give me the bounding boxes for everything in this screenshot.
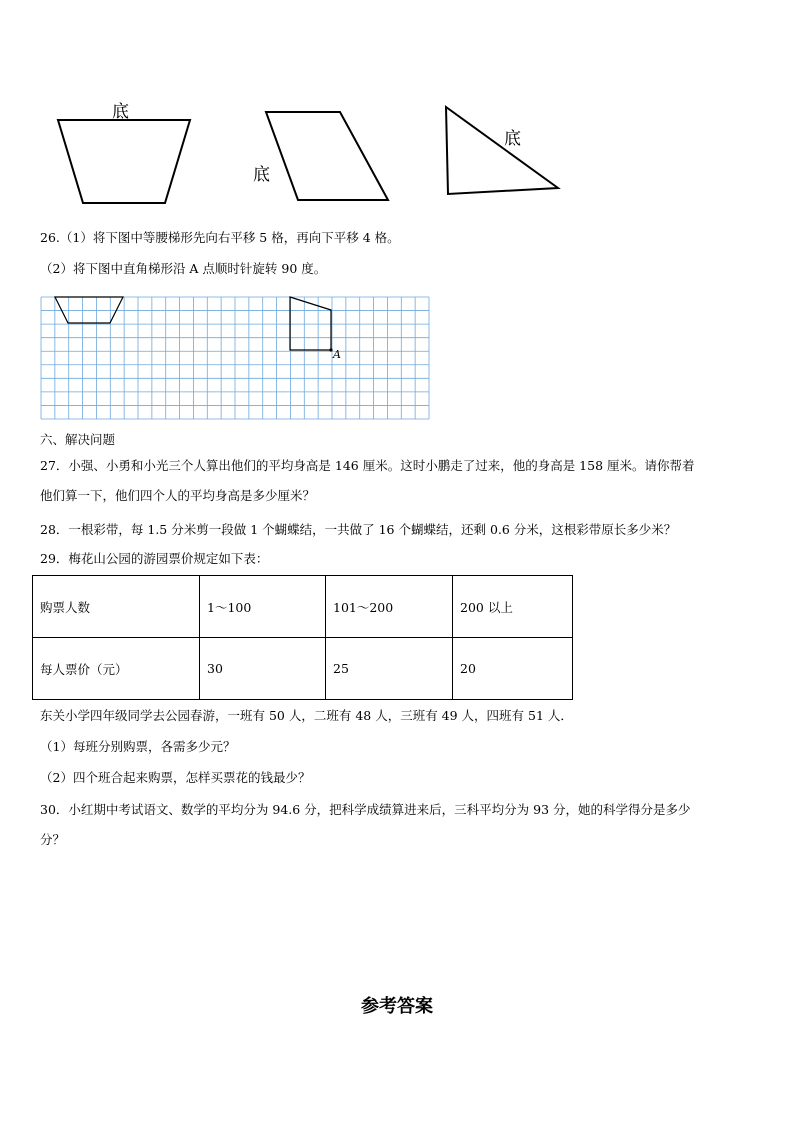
q28-text: 28．一根彩带，每 1.5 分米剪一段做 1 个蝴蝶结，一共做了 16 个蝴蝶结，还剩 0.6 分米，这根彩带原长多少米？ bbox=[40, 522, 677, 537]
q26-part1: 26.（1）将下图中等腰梯形先向右平移 5 格，再向下平移 4 格。 bbox=[40, 230, 400, 245]
table-cell: 25 bbox=[326, 638, 453, 700]
parallelogram-base-label: 底 bbox=[253, 165, 270, 185]
parallelogram-shape bbox=[266, 112, 388, 200]
table-cell: 200 以上 bbox=[453, 576, 573, 638]
ticket-price-table bbox=[32, 575, 573, 700]
grid-figure bbox=[40, 296, 430, 420]
isosceles-trapezoid bbox=[55, 297, 123, 323]
q29-intro: 29．梅花山公园的游园票价规定如下表： bbox=[40, 551, 269, 566]
q26-part2: （2）将下图中直角梯形沿 A 点顺时针旋转 90 度。 bbox=[40, 261, 327, 276]
q30-line2: 分？ bbox=[40, 832, 66, 847]
triangle-shape bbox=[446, 107, 558, 194]
q27-line1: 27．小强、小勇和小光三个人算出他们的平均身高是 146 厘米。这时小鹏走了过来，他的身高是 158 厘米。请你帮着 bbox=[40, 458, 695, 473]
table-cell: 20 bbox=[453, 638, 573, 700]
triangle-base-label: 底 bbox=[504, 129, 521, 149]
q29-context: 东关小学四年级同学去公园春游，一班有 50 人，二班有 48 人，三班有 49 人，四班有 51 人． bbox=[40, 708, 573, 723]
table-cell: 每人票价（元） bbox=[33, 638, 200, 700]
q29-sub2: （2）四个班合起来购票，怎样买票花的钱最少？ bbox=[40, 770, 311, 785]
section-title: 六、解决问题 bbox=[40, 432, 116, 447]
table-row bbox=[33, 576, 573, 638]
q30-line1: 30．小红期中考试语文、数学的平均分为 94.6 分，把科学成绩算进来后，三科平均分为 93 分，她的科学得分是多少 bbox=[40, 802, 691, 817]
table-row bbox=[33, 638, 573, 700]
table-cell: 1～100 bbox=[200, 576, 326, 638]
trapezoid-shape bbox=[58, 120, 190, 203]
q29-sub1: （1）每班分别购票，各需多少元？ bbox=[40, 739, 236, 754]
answers-heading: 参考答案 bbox=[361, 996, 433, 1017]
grid-lines bbox=[41, 297, 429, 419]
table-cell: 30 bbox=[200, 638, 326, 700]
table-cell: 购票人数 bbox=[33, 576, 200, 638]
q27-line2: 他们算一下，他们四个人的平均身高是多少厘米？ bbox=[40, 488, 316, 503]
trapezoid-base-label: 底 bbox=[112, 102, 129, 122]
table-cell: 101～200 bbox=[326, 576, 453, 638]
right-trapezoid bbox=[290, 297, 331, 350]
point-a-label: A bbox=[333, 348, 341, 361]
